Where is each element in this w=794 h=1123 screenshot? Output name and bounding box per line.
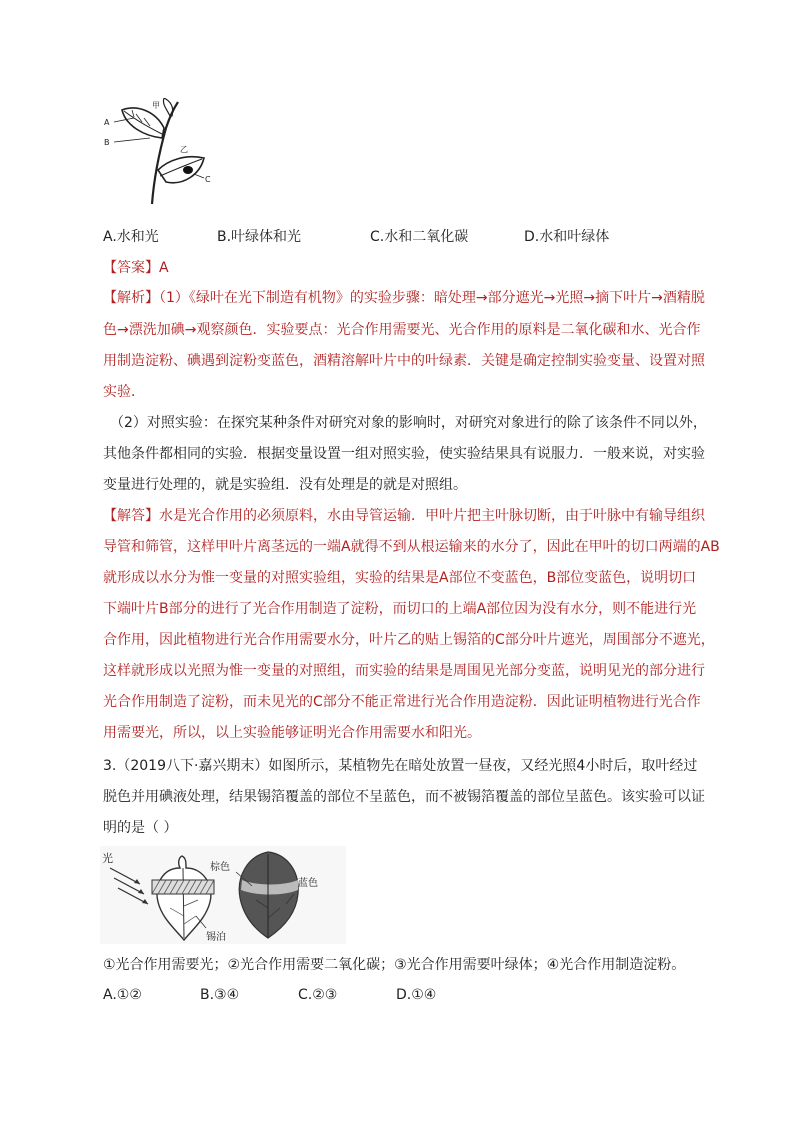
solution-line-4: 下端叶片B部分的进行了光合作用制造了淀粉，而切口的上端A部位因为没有水分，则不能进行光 (103, 601, 697, 617)
option-b: B.叶绿体和光 (217, 229, 302, 245)
analysis-line-6: 其他条件都相同的实验．根据变量设置一组对照实验，使实验结果具有说服力．一般来说，对实验 (103, 446, 705, 462)
solution-line-8: 用需要光，所以，以上实验能够证明光合作用需要水和阳光。 (103, 725, 481, 741)
answer-value: A (159, 260, 169, 276)
solution-text: 水是光合作用的必须原料，水由导管运输．甲叶片把主叶脉切断，由于叶脉中有输导组织 (159, 508, 705, 524)
analysis-line-4: 实验． (103, 384, 145, 400)
question3-statements: ①光合作用需要光；②光合作用需要二氧化碳；③光合作用需要叶绿体；④光合作用制造淀粉。 (103, 957, 686, 973)
option-d: D.水和叶绿体 (524, 229, 610, 245)
answer-line (103, 258, 169, 278)
answer-tag: 【答案】 (103, 260, 159, 276)
question3-line-3: 明的是（ ） (103, 820, 178, 836)
label-jia: 甲 (152, 101, 160, 110)
q3-option-d: D.①④ (396, 987, 437, 1003)
solution-line-7: 光合作用制造了淀粉，而未见光的C部分不能正常进行光合作用造淀粉．因此证明植物进行光合作 (103, 694, 701, 710)
solution-line-6: 这样就形成以光照为惟一变量的对照组，而实验的结果是周围见光部分变蓝，说明见光的部分进行 (103, 663, 705, 679)
label-a: A (104, 118, 110, 127)
solution-line-5: 合作用，因此植物进行光合作用需要水分，叶片乙的贴上锡箔的C部分叶片遮光，周围部分不遮光， (103, 632, 715, 648)
label-b: B (104, 138, 110, 147)
label-c: C (205, 175, 211, 184)
q3-option-b: B.③④ (200, 987, 240, 1003)
analysis-line-7: 变量进行处理的，就是实验组．没有处理是的就是对照组。 (103, 477, 467, 493)
solution-line-2: 导管和筛管，这样甲叶片离茎远的一端A就得不到从根运输来的水分了，因此在甲叶的切口两端的AB (103, 539, 720, 555)
label-light: 光 (102, 852, 113, 865)
foil-leaf-figure (100, 846, 346, 944)
analysis-line-2: 色→漂洗加碘→观察颜色．实验要点：光合作用需要光、光合作用的原料是二氧化碳和水、光合作 (103, 322, 701, 338)
analysis-text: （1）《绿叶在光下制造有机物》的实验步骤：暗处理→部分遮光→光照→摘下叶片→酒精脱 (159, 290, 705, 306)
question3-line-1: 3.（2019八下·嘉兴期末）如图所示，某植物先在暗处放置一昼夜，又经光照4小时后，取叶经过 (103, 758, 698, 774)
q3-option-a: A.①② (103, 987, 142, 1003)
option-c: C.水和二氧化碳 (370, 229, 469, 245)
analysis-line-3: 用制造淀粉、碘遇到淀粉变蓝色，酒精溶解叶片中的叶绿素．关键是确定控制实验变量、设置对照 (103, 353, 705, 369)
q3-option-c: C.②③ (298, 987, 338, 1003)
analysis-tag: 【解析】 (103, 290, 159, 306)
analysis-line-1 (103, 288, 705, 308)
solution-tag: 【解答】 (103, 508, 159, 524)
label-brown: 棕色 (210, 862, 230, 873)
solution-line-3: 就形成以水分为惟一变量的对照实验组，实验的结果是A部位不变蓝色，B部位变蓝色，说明切口 (103, 570, 697, 586)
label-foil: 锡泊 (206, 932, 226, 943)
plant-leaves-figure (104, 98, 224, 206)
label-yi: 乙 (180, 145, 188, 154)
question3-line-2: 脱色并用碘液处理，结果锡箔覆盖的部位不呈蓝色，而不被锡箔覆盖的部位呈蓝色。该实验可以证 (103, 789, 705, 805)
option-a: A.水和光 (103, 229, 159, 245)
label-blue: 蓝色 (298, 878, 318, 889)
solution-line-1 (103, 506, 705, 526)
analysis-line-5: （2）对照实验：在探究某种条件对研究对象的影响时，对研究对象进行的除了该条件不同以外， (110, 415, 707, 431)
